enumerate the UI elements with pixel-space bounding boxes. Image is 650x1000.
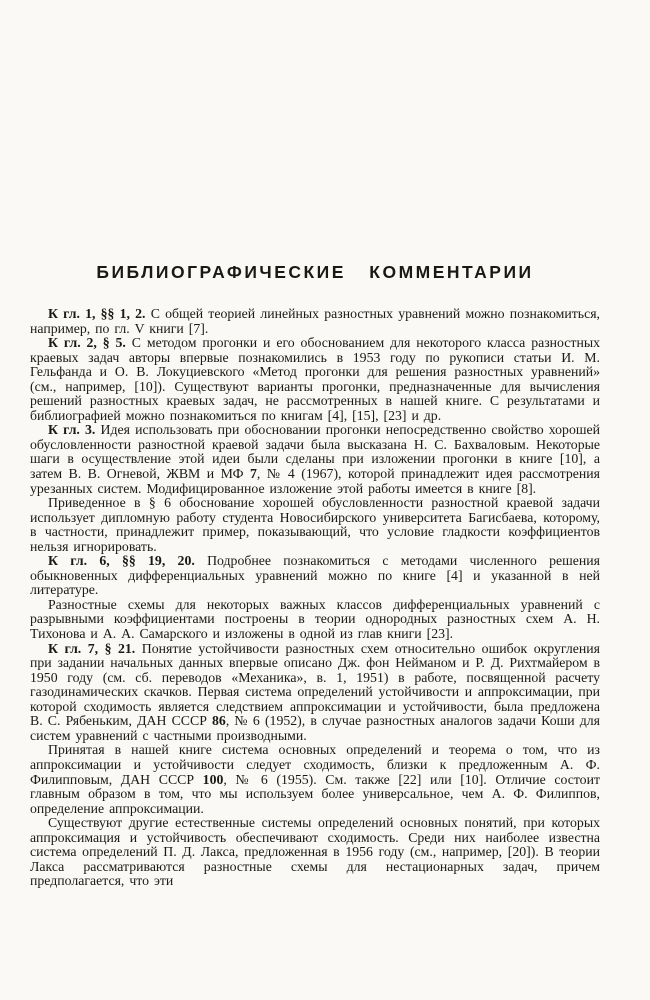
paragraph xyxy=(30,423,600,496)
bold-text-run: 7 xyxy=(250,466,257,482)
bold-text-run: 100 xyxy=(202,771,224,787)
text-run: Приведенное в § 6 обоснование хорошей обусловленности разностной краевой задачи использует дипломную работу студента Новосибирского университета Багисбаева, которому, в частности, принадлежит пример, показывающий, что условие гладкости коэффициентов нельзя игнорировать. xyxy=(30,495,600,554)
text-run: Подробнее познакомиться с методами численного решения обыкновенных дифференциальных уравнений можно по книге [4] и указанной в ней литературе. xyxy=(30,553,600,598)
text-run: Идея использовать при обосновании прогонки непосредственно свойство хорошей обусловленности разностной краевой задачи была высказана Н. С. Бахваловым. Некоторые шаги в осуществление этой идеи были сделаны при изложении прогонки в книге [10], а затем В. В. Огневой, ЖВМ и МФ xyxy=(30,422,600,482)
page-title: БИБЛИОГРАФИЧЕСКИЕ КОММЕНТАРИИ xyxy=(96,262,534,282)
bold-text-run: К гл. 7, § 21. xyxy=(48,640,142,656)
bold-text-run: 86 xyxy=(212,713,226,729)
bold-text-run: К гл. 3. xyxy=(48,422,101,438)
paragraph xyxy=(30,598,600,642)
bold-text-run: К гл. 6, §§ 19, 20. xyxy=(48,553,208,569)
paragraph xyxy=(30,307,600,336)
paragraph xyxy=(30,743,600,816)
text-run: , № 6 (1952), в случае разностных аналогов задачи Коши для систем уравнений с частными производными. xyxy=(30,713,600,743)
paragraph xyxy=(30,642,600,744)
text-run: Понятие устойчивости разностных схем относительно ошибок округления при задании начальных данных впервые описано Дж. фон Нейманом и Р. Д. Рихтмайером в 1950 году (см. сб. переводов «Механика», в. 1, 1951) в работе, посвященной расчету газодинамических скачков. Первая система определений устойчивости и аппроксимации, при которой сходимость является следствием аппроксимации и устойчивости, была предложена В. С. Рябеньким, ДАН СССР xyxy=(30,640,601,729)
paragraph xyxy=(30,816,600,889)
text-run: , № 4 (1967), которой принадлежит идея рассмотрения урезанных систем. Модифицированное изложение этой работы имеется в книге [8]. xyxy=(30,466,600,496)
text-run: Существуют другие естественные системы определений основных понятий, при которых аппроксимация и устойчивость обеспечивают сходимость. Среди них наиболее известна система определений П. Д. Лакса, предложенная в 1956 году (см., например, [20]). В теории Лакса рассматриваются разностные схемы для нестационарных задач, причем предполагается, что эти xyxy=(30,815,600,889)
text-run: С общей теорией линейных разностных уравнений можно познакомиться, например, по гл. V книги [7]. xyxy=(30,306,600,336)
text-run: , № 6 (1955). См. также [22] или [10]. Отличие состоит главным образом в том, что мы используем более универсальное, чем А. Ф. Филиппов, определение аппроксимации. xyxy=(30,771,600,816)
bold-text-run: К гл. 2, § 5. xyxy=(48,335,132,351)
paragraph xyxy=(30,336,600,423)
text-run: Принятая в нашей книге система основных определений и теорема о том, что из аппроксимации и устойчивости следует сходимость, близки к предложенным А. Ф. Филипповым, ДАН СССР xyxy=(30,742,600,787)
paragraph xyxy=(30,554,600,598)
commentary-text xyxy=(30,307,600,889)
bold-text-run: К гл. 1, §§ 1, 2. xyxy=(48,306,151,321)
paragraph xyxy=(30,496,600,554)
text-run: Разностные схемы для некоторых важных классов дифференциальных уравнений с разрывными коэффициентами построены в теории однородных разностных схем А. Н. Тихонова и А. А. Самарского и изложены в одной из глав книги [23]. xyxy=(30,596,600,642)
text-run: С методом прогонки и его обоснованием для некоторого класса разностных краевых задач авторы впервые познакомились в 1953 году по рукописи статьи И. М. Гельфанда и О. В. Локуциевского «Метод прогонки для решения разностных уравнений» (см., например, [10]). Существуют варианты прогонки, предназначенные для вычисления решений разностных краевых задач, не рассмотренных в нашей книге. С результатами и библиографией можно познакомиться по книгам [4], [15], [23] и др. xyxy=(30,335,600,423)
